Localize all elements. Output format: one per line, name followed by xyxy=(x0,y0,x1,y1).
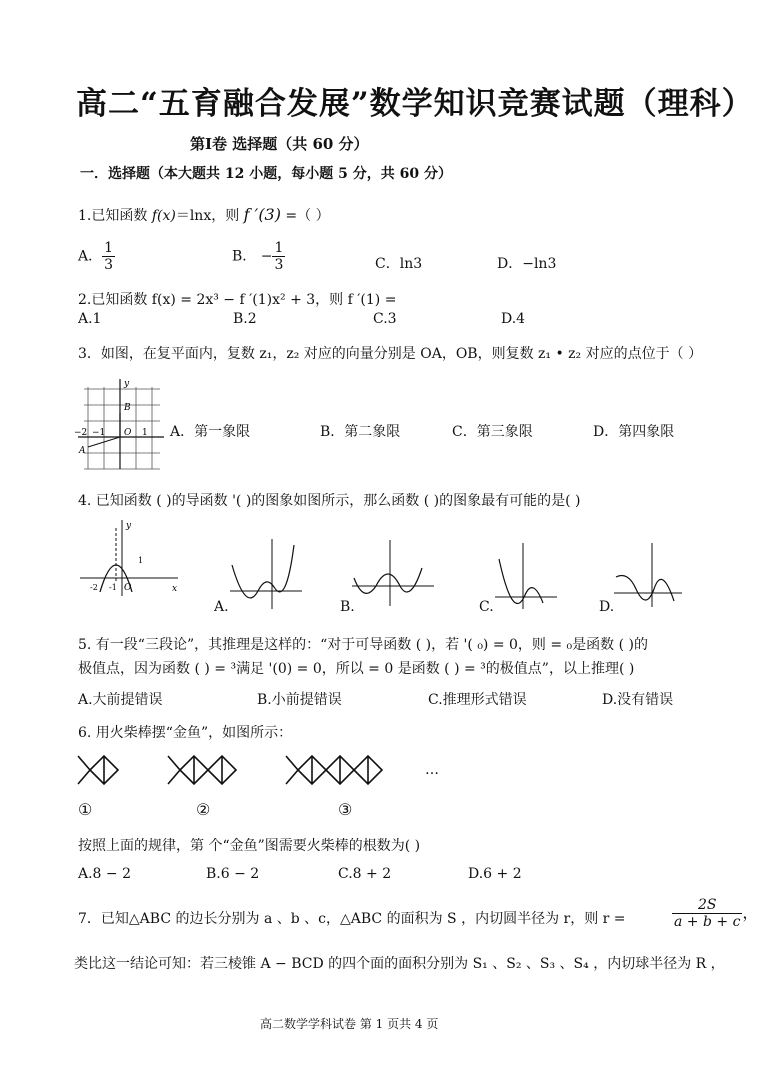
derivative-graph xyxy=(78,518,182,598)
page-footer: 高二数学学科试卷 第 1 页共 4 页 xyxy=(260,1017,439,1031)
question-3-stem: 3．如图，在复平面内，复数 z₁，z₂ 对应的向量分别是 OA，OB，则复数 z₁ • z₂ 对应的点位于（ ） xyxy=(78,346,703,362)
fig-tick-1: 1 xyxy=(142,428,148,438)
question-6-option-a[interactable]: A.8 − 2 xyxy=(78,866,132,882)
question-5-line-1: 5. 有一段“三段论”，其推理是这样的：“对于可导函数 ( )，若 '( ₀) = 0，则 = ₀是函数 ( )的 xyxy=(78,637,648,653)
q4-y-label: y xyxy=(126,521,132,531)
question-4-stem: 4. 已知函数 ( )的导函数 '( )的图象如图所示，那么函数 ( )的图象最有可能的是( ) xyxy=(78,493,581,509)
option-d-graph xyxy=(612,541,684,609)
figure-label-1: ① xyxy=(78,800,93,819)
question-2-option-a[interactable]: A.1 xyxy=(78,311,102,327)
q4-origin: O xyxy=(124,583,132,593)
question-7-line-1: 7．已知△ABC 的边长分别为 a 、b 、c，△ABC 的面积为 S ，内切圆半径为 r，则 r = xyxy=(78,911,626,927)
question-2-option-d[interactable]: D.4 xyxy=(501,311,526,327)
matchstick-fish-figures xyxy=(76,748,446,798)
figure-ellipsis: … xyxy=(425,762,439,778)
fig-tick-m2: −2 xyxy=(74,428,88,438)
question-1-stem: 1.已知函数 f(x)＝lnx，则 f ′(3) =（ ） xyxy=(78,205,330,224)
fig-origin: O xyxy=(124,428,132,438)
question-4-option-c[interactable]: C. xyxy=(479,599,494,615)
question-1-option-a[interactable]: A． $\frac{1}{3}$ xyxy=(78,240,114,273)
question-2-stem: 2.已知函数 f(x) = 2x³ − f ′(1)x² + 3，则 f ′(1) = xyxy=(78,292,397,308)
fig-point-a: A xyxy=(79,446,86,456)
complex-plane-figure xyxy=(76,377,166,472)
question-4-option-d[interactable]: D. xyxy=(599,599,615,615)
question-2-option-c[interactable]: C.3 xyxy=(373,311,397,327)
question-1-option-b[interactable]: B． − $\frac{1}{3}$ xyxy=(232,240,284,273)
fig-y-label: y xyxy=(124,379,130,389)
question-5-option-c[interactable]: C.推理形式错误 xyxy=(428,692,527,708)
question-3-option-c[interactable]: C．第三象限 xyxy=(452,424,533,440)
q4-tick-m1: -1 xyxy=(109,583,117,592)
question-7-formula: $\frac{2S}{a + b + c}$ ， xyxy=(674,897,758,930)
option-b-graph xyxy=(350,538,436,608)
option-a-graph xyxy=(228,535,304,611)
question-6-option-b[interactable]: B.6 − 2 xyxy=(206,866,260,882)
question-5-option-a[interactable]: A.大前提错误 xyxy=(78,692,163,708)
question-2-option-b[interactable]: B.2 xyxy=(233,311,257,327)
question-4-option-a[interactable]: A. xyxy=(214,599,229,615)
question-6-option-d[interactable]: D.6 + 2 xyxy=(468,866,522,882)
q4-tick-m2: -2 xyxy=(90,583,98,592)
question-3-option-d[interactable]: D．第四象限 xyxy=(593,424,675,440)
q4-tick-1: 1 xyxy=(138,556,144,565)
option-c-graph xyxy=(493,541,559,611)
figure-label-3: ③ xyxy=(338,800,353,819)
question-1-option-c[interactable]: C．ln3 xyxy=(375,256,423,272)
question-6-stem: 6. 用火柴棒摆“金鱼”，如图所示： xyxy=(78,725,293,741)
question-6-question: 按照上面的规律，第 个“金鱼”图需要火柴棒的根数为( ) xyxy=(78,838,421,854)
figure-label-2: ② xyxy=(196,800,211,819)
question-7-line-2: 类比这一结论可知：若三棱锥 A − BCD 的四个面的面积分别为 S₁ 、S₂ 、S₃ 、S₄ ，内切球半径为 R ， xyxy=(74,956,725,972)
question-4-option-b[interactable]: B. xyxy=(340,599,355,615)
fig-point-b: B xyxy=(124,403,131,413)
q4-x-label: x xyxy=(172,584,178,594)
section-heading: 一．选择题（本大题共 12 小题，每小题 5 分，共 60 分） xyxy=(80,166,452,182)
exam-subtitle: 第Ⅰ卷 选择题（共 60 分） xyxy=(190,135,369,153)
question-5-option-b[interactable]: B.小前提错误 xyxy=(257,692,342,708)
question-5-option-d[interactable]: D.没有错误 xyxy=(602,692,674,708)
question-6-option-c[interactable]: C.8 + 2 xyxy=(338,866,392,882)
question-3-option-a[interactable]: A．第一象限 xyxy=(170,424,251,440)
question-1-option-d[interactable]: D．−ln3 xyxy=(497,256,557,272)
fig-tick-m1: −1 xyxy=(92,428,106,438)
question-5-line-2: 极值点，因为函数 ( ) = ³满足 '(0) = 0，所以 = 0 是函数 ( ) = ³的极值点”，以上推理( ) xyxy=(78,661,635,677)
exam-title: 高二“五育融合发展”数学知识竞赛试题（理科） xyxy=(76,86,754,122)
question-3-option-b[interactable]: B．第二象限 xyxy=(320,424,401,440)
